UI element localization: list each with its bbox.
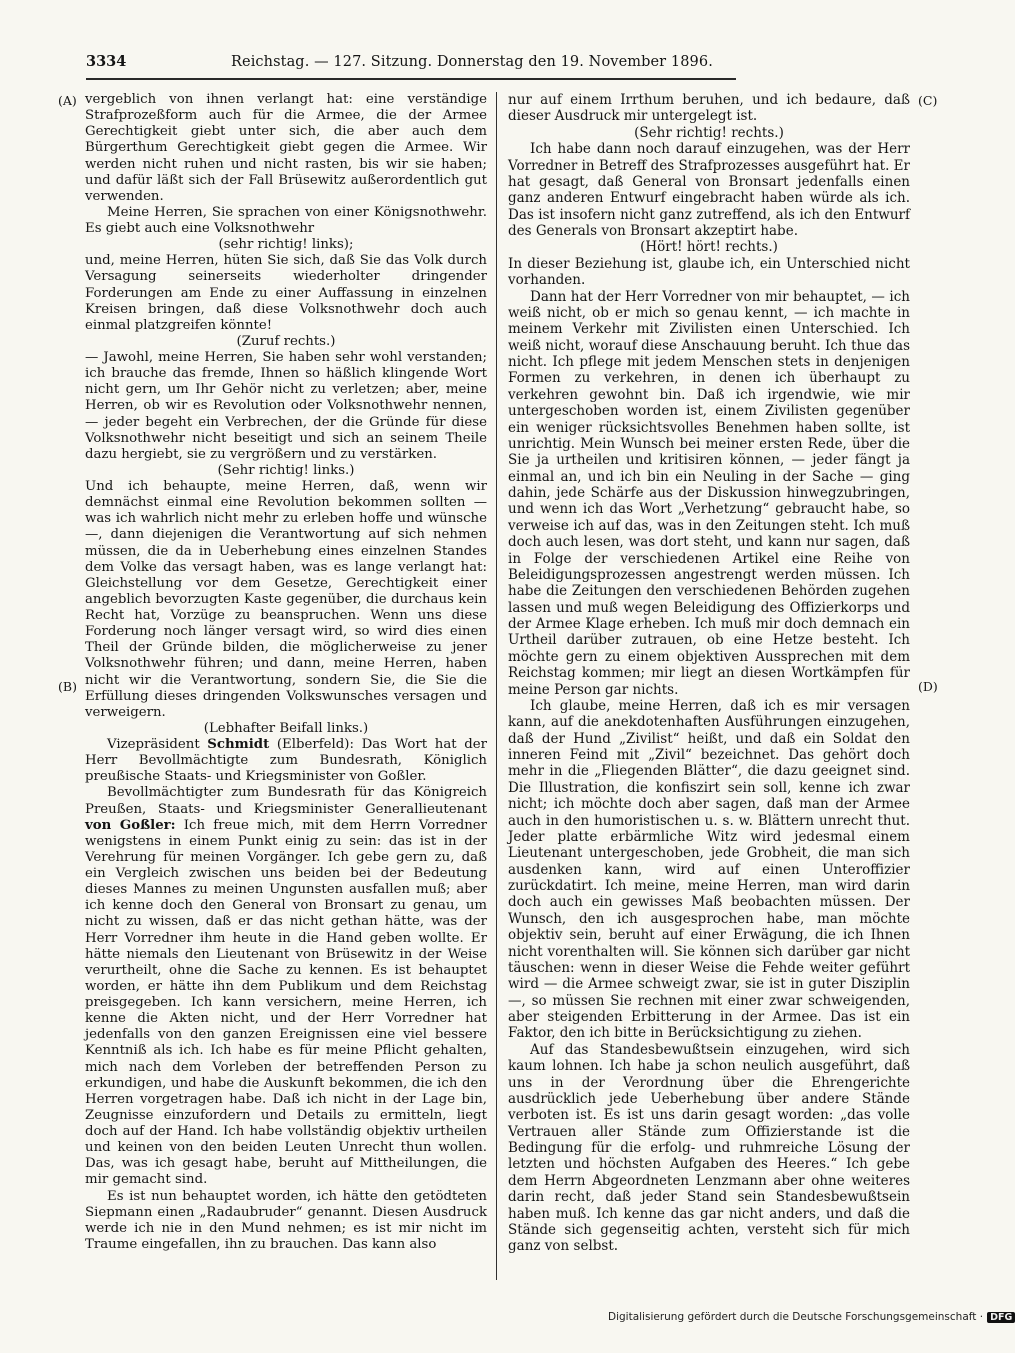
paragraph: nur auf einem Irrthum beruhen, und ich bedaure, daß dieser Ausdruck mir untergelegt ist. [508, 92, 910, 125]
interjection: (Sehr richtig! links.) [217, 462, 355, 478]
margin-mark-d: (D) [918, 679, 938, 694]
paragraph: Es ist nun behauptet worden, ich hätte den getödteten Siepmann einen „Radaubruder“ genannt. Diesen Ausdruck werde ich nie in den Mund nehmen; es ist mir nicht im Traume eingefallen, ihn zu brauchen. Das kann also [85, 1188, 487, 1252]
margin-mark-c: (C) [918, 93, 938, 108]
paragraph: vergeblich von ihnen verlangt hat: eine verständige Strafprozeßform auch für die Armee, die der Armee Gerechtigkeit giebt unter sich, die aber auch dem Bürgerthum Gerechtigkeit giebt gegen die Armee. Wir werden nicht ruhen und nicht rasten, bis wir sie haben; und dafür läßt sich der Fall Brüsewitz außerordentlich gut verwenden. [85, 92, 487, 204]
digitization-credit [608, 1311, 1013, 1329]
page-number: 3334 [86, 53, 127, 70]
margin-mark-b: (B) [58, 679, 77, 694]
margin-mark-a: (A) [58, 93, 77, 108]
speaker-text: Ich freue mich, mit dem Herrn Vorredner wenigstens in einem Punkt einig zu sein: das ist in der Verehrung für meinen Vorgänger. Ich gebe gern zu, daß ein Vergleich zwischen uns beiden bei der Bedeutung dieses Mannes zu meinen Ungunsten ausfallen muß; aber ich kenne doch den General von Bronsart zu genau, um nicht zu wissen, daß er das nicht gethan hätte, was der Herr Vorredner ihm heute in die Hand geben wollte. Er hätte niemals den Lieutenant von Brüsewitz in der Weise verurtheilt, ohne die Sache zu kennen. Es ist behauptet worden, er hätte ihn dem Publikum und dem Reichstag preisgegeben. Ich kann versichern, meine Herren, ich kenne die Akten nicht, und der Herr Vorredner hat jedenfalls von den ganzen Ereignissen eine viel bessere Kenntniß als ich. Ich habe es für meine Pflicht gehalten, mich nach dem Vorleben der betreffenden Person zu erkundigen, und habe die Auskunft bekommen, die ich den Herren vorgetragen habe. Daß ich nicht in der Lage bin, Zeugnisse einzufordern und Details zu ermitteln, liegt doch auf der Hand. Ich habe vollständig objektiv urtheilen und keinen von den beiden Leuten Unrecht thun wollen. Das, was ich gesagt habe, beruht auf Mittheilungen, die mir gemacht sind. [85, 817, 488, 1188]
paragraph: Ich habe dann noch darauf einzugehen, was der Herr Vorredner in Betreff des Strafprozesses ausgeführt hat. Er hat gesagt, daß General von Bronsart jedenfalls einen ganz anderen Entwurf eingebracht haben würde als ich. Das ist insofern nicht ganz zutreffend, als ich den Entwurf des Generals von Bronsart akzeptirt habe. [508, 141, 910, 239]
speaker-name: Schmidt [207, 737, 270, 752]
speaker-role: Bevollmächtigter zum Bundesrath für das Königreich Preußen, Staats- und Kriegsminister Generallieutenant [85, 785, 487, 817]
right-column [508, 92, 910, 1255]
column-divider [496, 92, 497, 1280]
dfg-logo: DFG [987, 1312, 1015, 1323]
speaker-name: von Goßler: [85, 817, 176, 833]
paragraph: — Jawohl, meine Herren, Sie haben sehr wohl verstanden; ich brauche das fremde, Ihnen so häßlich klingende Wort nicht gern, um Ihr Gehör nicht zu verletzen; aber, meine Herren, ob wir es Revolution oder Volksnothwehr nennen, — jeder begeht ein Verbrechen, der die Gründe für diese Volksnothwehr nicht beseitigt und sich an seinem Theile dazu hergiebt, sie zu vergrößern und zu verstärken. [85, 350, 487, 462]
speaker-paragraph [85, 785, 487, 1188]
credit-text: Digitalisierung gefördert durch die Deutsche Forschungsgemeinschaft · [608, 1311, 984, 1323]
page-header [86, 52, 734, 76]
paragraph: Und ich behaupte, meine Herren, daß, wenn wir demnächst einmal eine Revolution bekommen sollten — was ich wahrlich nicht mehr zu erleben hoffe und wünsche —, dann diejenigen die Verantwortung auf sich nehmen müssen, die da in Ueberhebung eines einzelnen Standes dem Volke das versagt haben, was es lange verlangt hat: Gleichstellung vor dem Gesetze, Gerechtigkeit einer angeblich bevorzugten Kaste gegenüber, die durchaus kein Recht hat, Vorzüge zu beanspruchen. Wenn uns diese Forderung noch länger versagt wird, so wird dies einen Theil der Gründe bilden, die möglicherweise zu jener Volksnothwehr führen; und dann, meine Herren, haben nicht wir die Verantwortung, sondern Sie, die Sie die Erfüllung dieses dringenden Volkswunsches versagen und verweigern. [85, 479, 487, 720]
paragraph: und, meine Herren, hüten Sie sich, daß Sie das Volk durch Versagung seinerseits wiederholter dringender Forderungen am Ende zu einer Auffassung in einzelnen Kreisen bringen, daß diese Volksnothwehr doch auch einmal platzgreifen könnte! [85, 253, 487, 333]
interjection: (sehr richtig! links); [218, 237, 354, 253]
speaker-role: Vizepräsident [107, 737, 208, 752]
running-title: Reichstag. — 127. Sitzung. Donnerstag den 19. November 1896. [231, 54, 713, 70]
paragraph: Ich glaube, meine Herren, daß ich es mir versagen kann, auf die anekdotenhaften Ausführungen einzugehen, daß der Hund „Zivilist“ heißt, und daß ein Soldat den inneren Feind mit „Zivil“ bezeichnet. Das gehört doch mehr in die „Fliegenden Blätter“, die dazu geeignet sind. Die Illustration, die konfiszirt sein soll, kenne ich zwar nicht; ich möchte doch aber sagen, daß man der Armee auch in den humoristischen u. s. w. Blättern unrecht thut. Jeder platte erbärmliche Witz wird jedesmal einem Lieutenant untergeschoben, jede Grobheit, die man sich ausdenken kann, wird auf einen Unteroffizier zurückdatirt. Ich meine, meine Herren, man wird darin doch auch ein gewisses Maß beobachten müssen. Der Wunsch, den ich ausgesprochen habe, man möchte objektiv sein, beruht auf einer Erwägung, die ich Ihnen nicht vorenthalten will. Sie können sich darüber gar nicht täuschen: wenn in dieser Weise die Fehde weiter geführt wird — die Armee schweigt zwar, sie ist in guter Disziplin —, so müssen Sie rechnen mit einer zwar schweigenden, aber steigenden Erbitterung in der Armee. Das ist ein Faktor, den ich bitte in Berücksichtigung zu ziehen. [508, 697, 910, 1042]
speaker-text: (Elberfeld): Das Wort hat der Herr Bevollmächtigte zum Bundesrath, Königlich preußische Staats- und Kriegsminister von Goßler. [85, 737, 487, 785]
paragraph: In dieser Beziehung ist, glaube ich, ein Unterschied nicht vorhanden. [508, 255, 910, 289]
interjection: (Hört! hört! rechts.) [640, 239, 778, 256]
paragraph: Auf das Standesbewußtsein einzugehen, wird sich kaum lohnen. Ich habe ja schon neulich ausgeführt, daß uns in der Verordnung über die Ehrengerichte ausdrücklich jede Ueberhebung über andere Stände verboten ist. Es ist uns darin gesagt worden: „das volle Vertrauen aller Stände zum Offizierstande ist die Bedingung für die erfolg- und ruhmreiche Lösung der letzten und höchsten Aufgaben des Heeres.“ Ich gebe dem Herrn Abgeordneten Lenzmann aber ohne weiteres darin recht, daß jeder Stand sein Standesbewußtsein haben muß. Ich kenne das gar nicht anders, und daß die Stände sich gegenseitig achten, versteht sich für mich ganz von selbst. [508, 1041, 910, 1255]
left-column [85, 92, 487, 1253]
speaker-paragraph [85, 737, 487, 785]
interjection: (Lebhafter Beifall links.) [203, 720, 369, 736]
paragraph: Dann hat der Herr Vorredner von mir behauptet, — ich weiß nicht, ob er mich so genau kennt, — ich machte in meinem Verkehr mit Zivilisten einen Unterschied. Ich weiß nicht, worauf diese Anschauung beruht. Ich thue das nicht. Ich pflege mit jedem Menschen stets in denjenigen Formen zu verkehren, in denen ich überhaupt zu verkehren gewohnt bin. Daß ich irgendwie, wie mir untergeschoben worden ist, einem Zivilisten gegenüber ein weniger rücksichtsvolles Benehmen haben sollte, ist unrichtig. Mein Wunsch bei meiner ersten Rede, über die Sie ja urtheilen und kritisiren können, — jeder fängt ja einmal an, und ich bin ein Neuling in der Sache — ging dahin, jede Schärfe aus der Diskussion hinwegzubringen, und wenn ich das Wort „Verhetzung“ gebraucht habe, so verweise ich auf das, was in den Zeitungen steht. Ich muß doch auch lesen, was dort steht, und kann nur sagen, daß in Folge der verschiedenen Artikel eine Reihe von Beleidigungsprozessen angestrengt werden müssen. Ich habe die Zeitungen den verschiedenen Behörden zugehen lassen und muß wegen Beleidigung des Offizierkorps und der Armee Klage erheben. Ich muß mir doch demnach ein Urtheil darüber zutrauen, ob eine Hetze besteht. Ich möchte gern zu einem objektiven Aussprechen mit dem Reichstag kommen; mir liegt an diesen Wortkämpfen für meine Person gar nichts. [508, 288, 910, 698]
interjection: (Zuruf rechts.) [236, 333, 336, 349]
interjection: (Sehr richtig! rechts.) [634, 124, 784, 141]
header-rule [86, 78, 736, 80]
paragraph: Meine Herren, Sie sprachen von einer Königsnothwehr. Es giebt auch eine Volksnothwehr [85, 204, 487, 236]
